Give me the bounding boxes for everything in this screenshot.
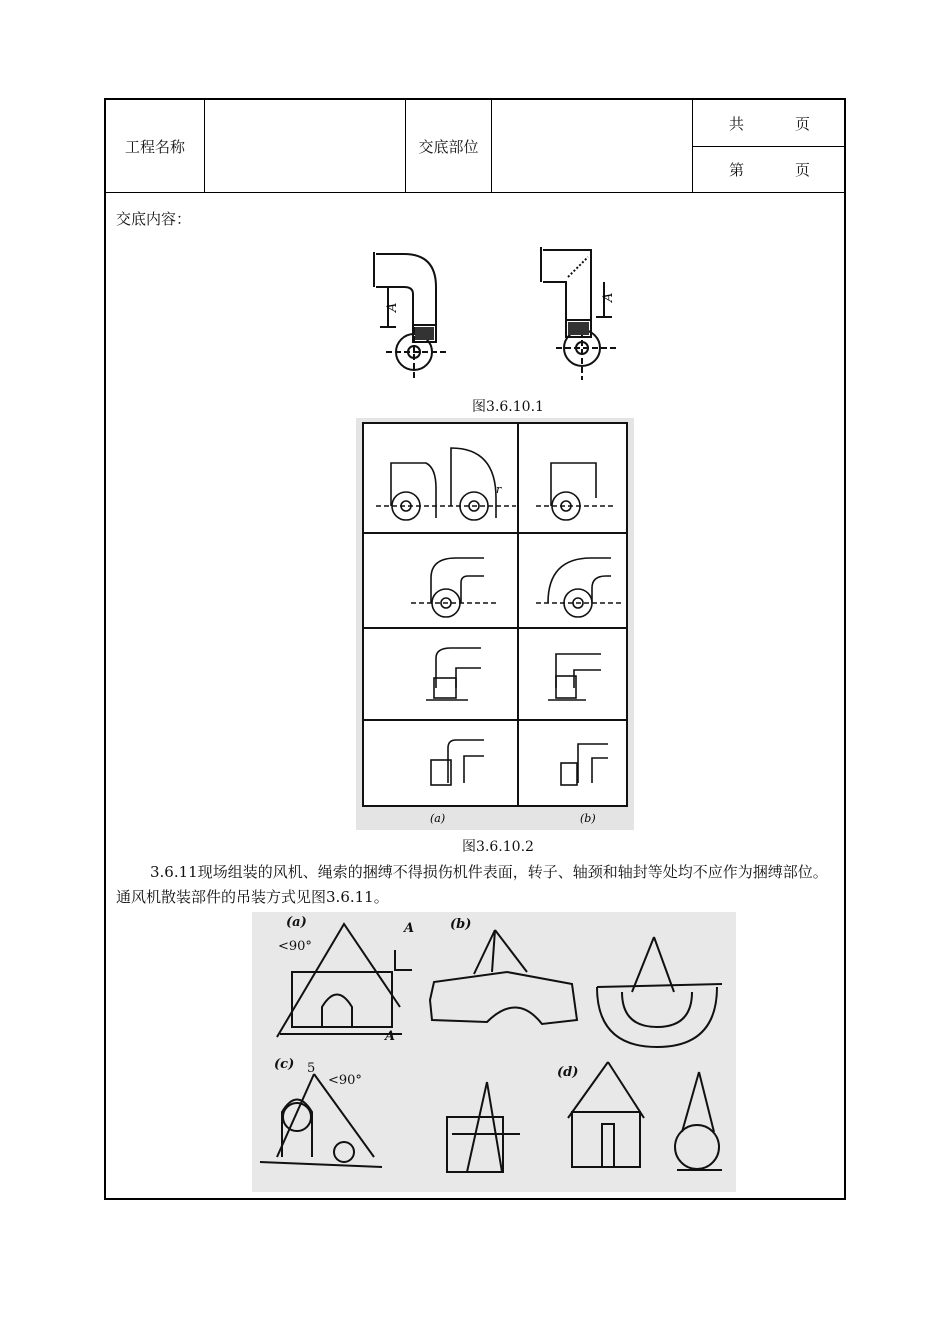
- page-no-label-a: 第: [729, 160, 745, 179]
- panel-b-label: (b): [450, 917, 472, 932]
- radius-label: r: [496, 483, 502, 496]
- figure-3-6-10-2: [356, 418, 634, 830]
- page-no-label-b: 页: [794, 160, 810, 179]
- total-pages-label-b: 页: [794, 114, 810, 133]
- figure-1-caption: 图3.6.10.1: [472, 399, 544, 415]
- panel-d-label: (d): [557, 1065, 579, 1080]
- page-number-cell: [693, 146, 844, 192]
- angle-c-label: <90°: [328, 1073, 362, 1088]
- disclosure-sheet: [104, 98, 846, 1200]
- content-label: 交底内容：: [116, 210, 192, 228]
- sub-label-a: (a): [430, 812, 446, 825]
- project-name-value[interactable]: [205, 100, 405, 192]
- total-pages-cell: [693, 100, 844, 146]
- figure-3-6-10-1: [366, 242, 626, 392]
- figure-2-caption: 图3.6.10.2: [462, 839, 534, 855]
- angle-a-label: <90°: [278, 939, 312, 954]
- view-a-label: A: [404, 921, 415, 936]
- header-table: [106, 100, 844, 193]
- dim-a-left: A: [385, 302, 400, 312]
- dim-a-right: A: [601, 292, 616, 302]
- figure-3-6-11: [252, 912, 736, 1192]
- total-pages-label-a: 共: [729, 114, 745, 133]
- panel-c-label: (c): [274, 1057, 295, 1072]
- num-5-label: 5: [307, 1061, 316, 1076]
- paragraph-3-6-11: 3.6.11现场组装的风机、绳索的捆缚不得损伤机件表面，转子、轴颈和轴封等处均不应作为捆缚部位。通风机散装部件的吊装方式见图3.6.11。: [116, 863, 828, 906]
- project-name-label: 工程名称: [124, 137, 185, 156]
- panel-a-label: (a): [286, 915, 307, 930]
- section-a-label: A: [385, 1029, 396, 1044]
- sub-label-b: (b): [580, 812, 596, 825]
- location-value[interactable]: [492, 100, 692, 192]
- location-label: 交底部位: [418, 137, 479, 156]
